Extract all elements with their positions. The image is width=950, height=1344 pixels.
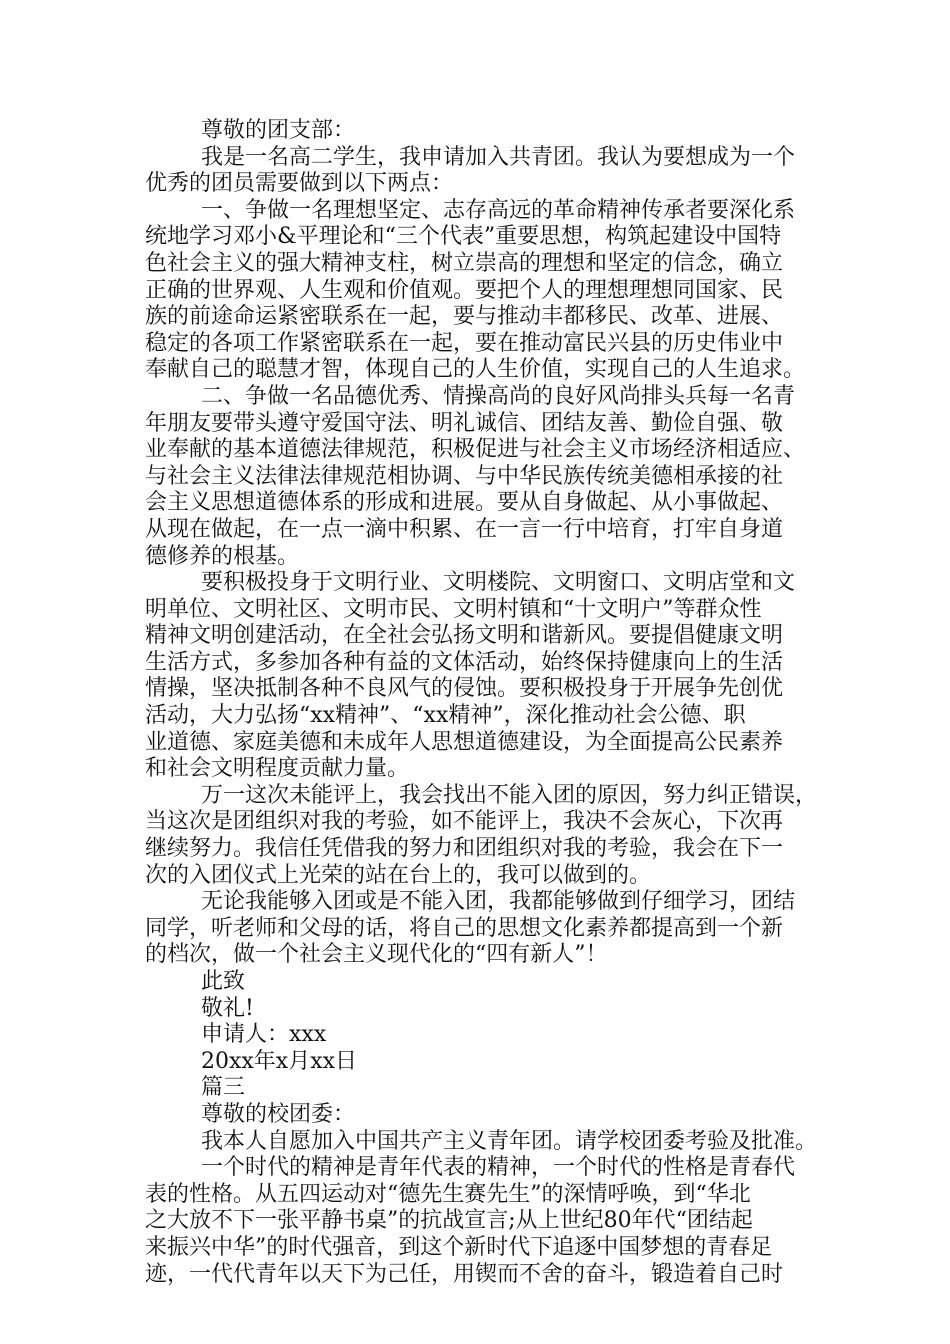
text-line: 业奉献的基本道德法律规范，积极促进与社会主义市场经济相适应、 [145,437,806,463]
text-line: 活动，大力弘扬“xx精神”、“xx精神”，深化推动社会公德、职 [145,703,746,729]
text-line: 正确的世界观、人生观和价值观。要把个人的理想理想同国家、民 [145,277,784,303]
document-body [145,118,825,1288]
text-line: 尊敬的校团委： [201,1101,356,1127]
text-line: 迹，一代代青年以天下为己任，用锲而不舍的奋斗，锻造着自己时 [145,1261,784,1287]
text-line: 20xx年x月xx日 [201,1048,358,1074]
text-line: 业道德、家庭美德和未成年人思想道德建设，为全面提高公民素养 [145,729,784,755]
text-line: 无论我能够入团或是不能入团，我都能够做到仔细学习，团结 [201,889,796,915]
text-line: 当这次是团组织对我的考验，如不能评上，我决不会灰心，下次再 [145,809,784,835]
text-line: 从现在做起，在一点一滴中积累、在一言一行中培育，打牢自身道 [145,516,784,542]
text-line: 敬礼! [201,995,254,1021]
text-line: 色社会主义的强大精神支柱，树立崇高的理想和坚定的信念，确立 [145,250,784,276]
text-line: 族的前途命运紧密联系在一起，要与推动丰都移民、改革、进展、 [145,304,784,330]
text-line: 一个时代的精神是青年代表的精神，一个时代的性格是青春代 [201,1155,796,1181]
text-line: 一、争做一名理想坚定、志存高远的革命精神传承者要深化系 [201,197,796,223]
text-line: 会主义思想道德体系的形成和进展。要从自身做起、从小事做起、 [145,490,784,516]
text-line: 明单位、文明社区、文明市民、文明村镇和“十文明户”等群众性 [145,596,762,622]
text-line: 与社会主义法律法律规范相协调、与中华民族传统美德相承接的社 [145,463,784,489]
text-line: 要积极投身于文明行业、文明楼院、文明窗口、文明店堂和文 [201,570,796,596]
text-line: 尊敬的团支部： [201,118,356,143]
text-line: 二、争做一名品德优秀、情操高尚的良好风尚排头兵每一名青 [201,383,796,409]
text-line: 生活方式，多参加各种有益的文体活动，始终保持健康向上的生活 [145,649,784,675]
text-line: 同学，听老师和父母的话，将自己的思想文化素养都提高到一个新 [145,915,784,941]
text-line: 的档次，做一个社会主义现代化的“四有新人”！ [145,942,608,968]
text-line: 情操，坚决抵制各种不良风气的侵蚀。要积极投身于开展争先创优 [145,676,784,702]
text-line: 德修养的根基。 [145,543,300,569]
text-line: 次的入团仪式上光荣的站在台上的，我可以做到的。 [145,862,652,888]
text-line: 年朋友要带头遵守爱国守法、明礼诚信、团结友善、勤俭自强、敬 [145,410,784,436]
text-line: 稳定的各项工作紧密联系在一起，要在推动富民兴县的历史伟业中 [145,330,784,356]
text-line: 篇三 [201,1075,246,1101]
text-line: 继续努力。我信任凭借我的努力和团组织对我的考验，我会在下一 [145,836,784,862]
text-line: 之大放不下一张平静书桌”的抗战宣言;从上世纪80年代“团结起 [145,1208,753,1234]
text-line: 优秀的团员需要做到以下两点： [145,171,454,197]
text-line: 申请人：xxx [201,1022,327,1048]
text-line: 精神文明创建活动，在全社会弘扬文明和谐新风。要提倡健康文明 [145,623,784,649]
text-line: 此致 [201,969,246,994]
text-line: 我本人自愿加入中国共产主义青年团。请学校团委考验及批准。 [201,1128,818,1154]
text-line: 万一这次未能评上，我会找出不能入团的原因，努力纠正错误， [201,782,818,808]
text-line: 来振兴中华”的时代强音，到这个新时代下追逐中国梦想的青春足 [145,1234,773,1260]
text-line: 统地学习邓小&平理论和“三个代表”重要思想，构筑起建设中国特 [145,224,782,250]
text-line: 奉献自己的聪慧才智，体现自己的人生价值，实现自己的人生追求。 [145,357,806,383]
text-line: 表的性格。从五四运动对“德先生赛先生”的深情呼唤，到“华北 [145,1181,751,1207]
text-line: 和社会文明程度贡献力量。 [145,756,410,782]
text-line: 我是一名高二学生，我申请加入共青团。我认为要想成为一个 [201,144,796,170]
